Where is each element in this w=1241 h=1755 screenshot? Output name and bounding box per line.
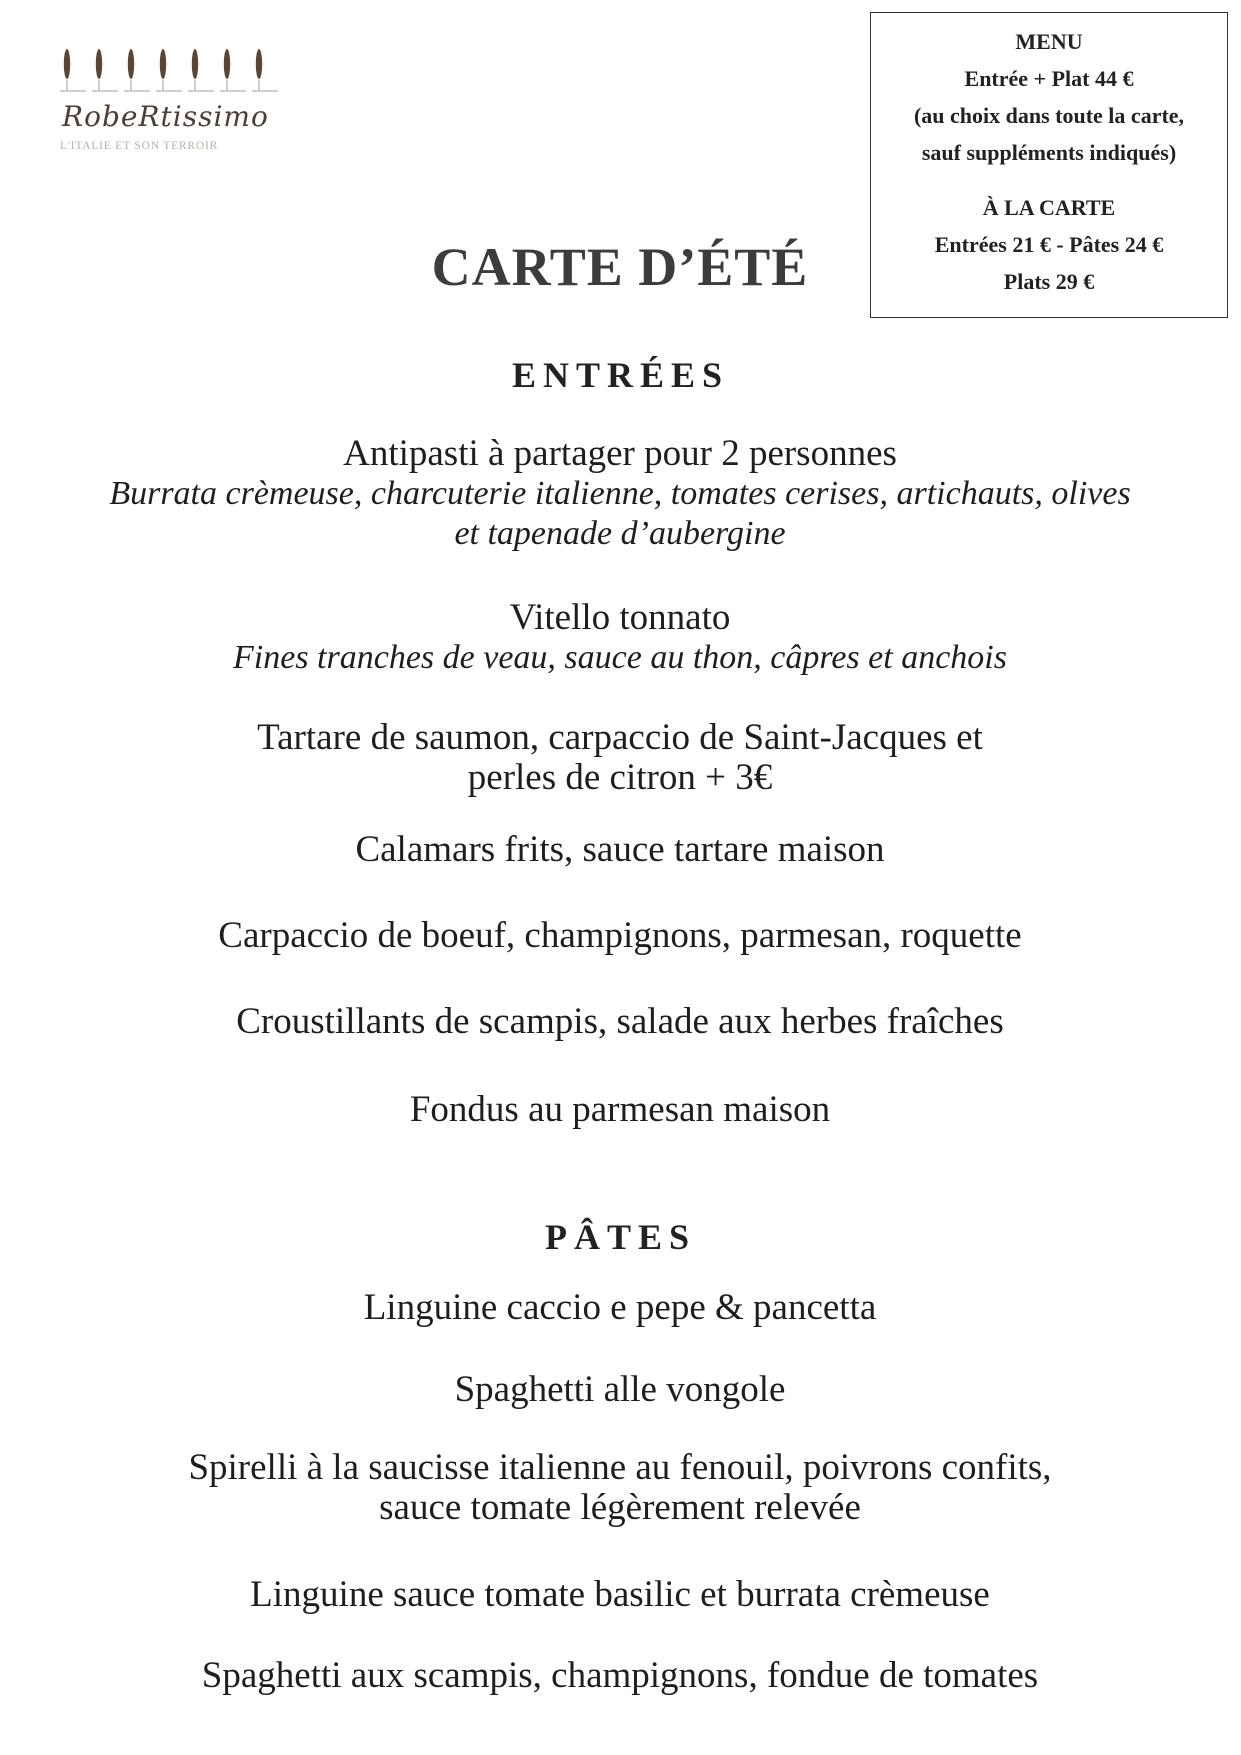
logo-name: RobeRtissimo — [62, 100, 269, 133]
page-title: CARTE D’ÉTÉ — [431, 237, 809, 297]
logo-tagline: L'ITALIE ET SON TERROIR — [60, 140, 219, 152]
dish-item — [40, 1002, 1200, 1042]
dish-description: et tapenade d’aubergine — [454, 515, 786, 552]
dish-name: perles de citron + 3€ — [467, 757, 773, 798]
dish-name: Spirelli à la saucisse italienne au fenouil, poivrons confits, — [188, 1447, 1052, 1488]
pricing-box — [870, 12, 1228, 318]
dish-item — [40, 830, 1200, 870]
section-heading-pates: PÂTES — [544, 1217, 697, 1257]
dish-name: Linguine caccio e pepe & pancetta — [363, 1287, 877, 1328]
carte-prices: Entrées 21 € - Pâtes 24 € — [934, 232, 1164, 257]
dish-item — [40, 434, 1200, 554]
dish-item — [40, 1656, 1200, 1696]
dish-item — [40, 1575, 1200, 1615]
dish-item — [40, 718, 1200, 798]
dish-name: Croustillants de scampis, salade aux herbes fraîches — [236, 1001, 1004, 1042]
dish-item — [40, 598, 1200, 678]
dish-name: Spaghetti aux scampis, champignons, fondue de tomates — [201, 1655, 1039, 1696]
carte-plats: Plats 29 € — [1003, 269, 1095, 294]
dish-item — [40, 1448, 1200, 1528]
dish-name: Vitello tonnato — [509, 597, 731, 638]
menu-note-line2: sauf suppléments indiqués) — [921, 140, 1177, 165]
dish-name: Fondus au parmesan maison — [409, 1089, 831, 1130]
dish-name: Linguine sauce tomate basilic et burrata crèmeuse — [250, 1574, 990, 1615]
dish-name: Calamars frits, sauce tartare maison — [355, 829, 885, 870]
dish-name: Carpaccio de boeuf, champignons, parmesan, roquette — [218, 915, 1022, 956]
menu-heading: MENU — [1015, 29, 1083, 54]
dish-name: sauce tomate légèrement relevée — [379, 1487, 861, 1528]
carte-heading: À LA CARTE — [982, 195, 1116, 220]
section-heading-entrees: ENTRÉES — [511, 355, 730, 395]
dish-name: Spaghetti alle vongole — [454, 1369, 786, 1410]
dish-item — [40, 1370, 1200, 1410]
cypress-trees-icon — [58, 44, 288, 104]
dish-name: Antipasti à partager pour 2 personnes — [343, 433, 897, 474]
menu-price: Entrée + Plat 44 € — [964, 66, 1134, 91]
menu-note-line1: (au choix dans toute la carte, — [913, 103, 1185, 128]
restaurant-logo — [58, 44, 288, 154]
dish-description: Fines tranches de veau, sauce au thon, câpres et anchois — [233, 639, 1007, 676]
dish-item — [40, 916, 1200, 956]
dish-item — [40, 1090, 1200, 1130]
dish-item — [40, 1288, 1200, 1328]
dish-description: Burrata crèmeuse, charcuterie italienne, tomates cerises, artichauts, olives — [109, 475, 1131, 512]
dish-name: Tartare de saumon, carpaccio de Saint-Jacques et — [257, 717, 983, 758]
